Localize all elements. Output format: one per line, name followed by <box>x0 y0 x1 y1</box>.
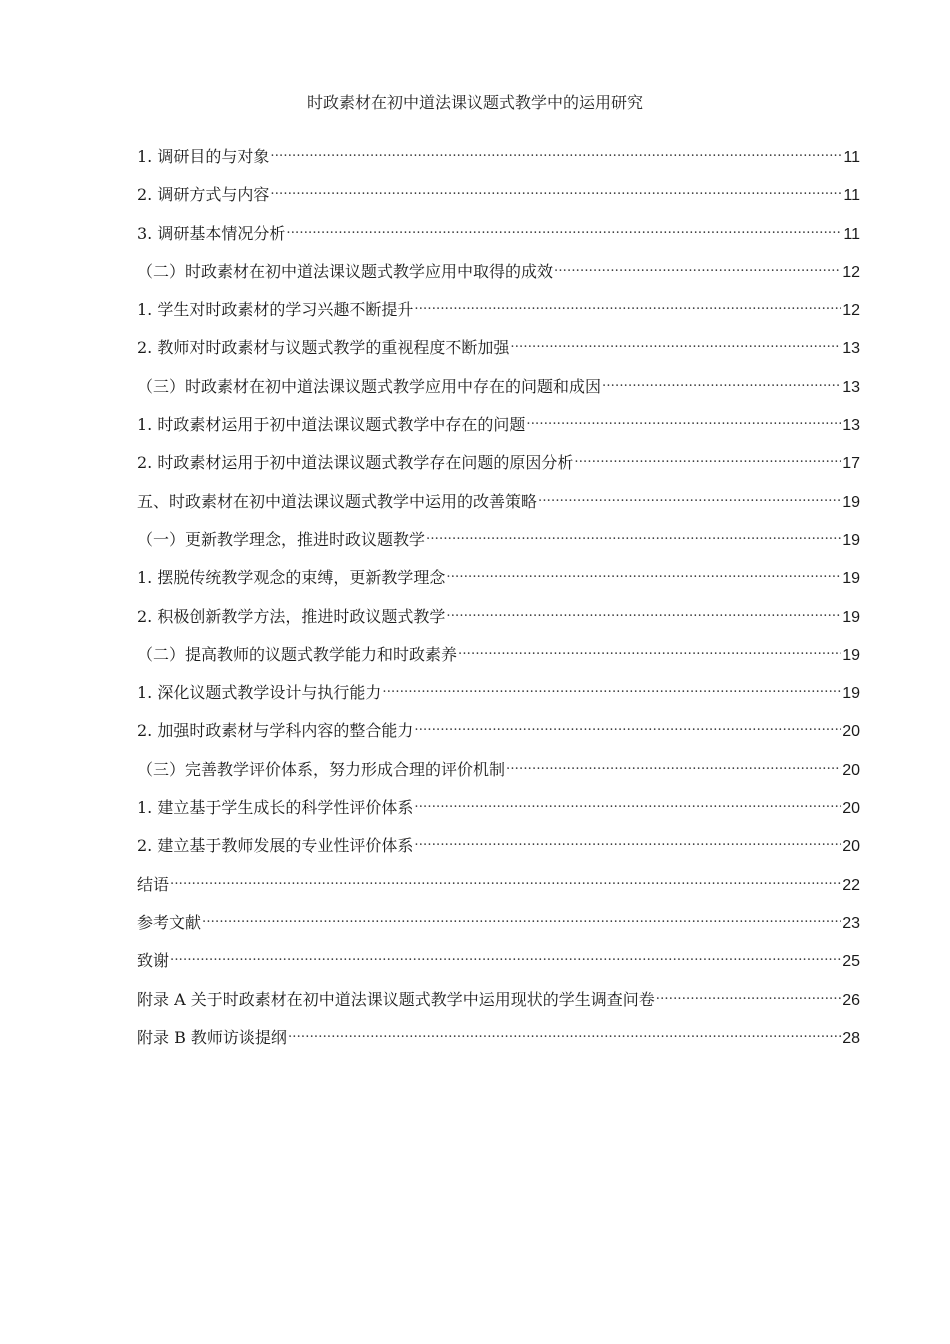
toc-entry[interactable] <box>137 176 860 214</box>
toc-entry-label: （二）提高教师的议题式教学能力和时政素养 <box>137 644 458 664</box>
toc-page-number: 19 <box>842 646 860 664</box>
toc-dot-leader <box>414 291 841 315</box>
toc-entry[interactable] <box>137 981 860 1019</box>
toc-entry[interactable] <box>137 598 860 636</box>
toc-entry-label: 参考文献 <box>137 912 202 932</box>
toc-entry[interactable] <box>137 215 860 253</box>
toc-dot-leader <box>286 215 841 239</box>
toc-page-number: 19 <box>842 685 860 703</box>
toc-dot-leader <box>446 598 841 622</box>
toc-dot-leader <box>458 636 841 660</box>
toc-dot-leader <box>202 904 841 928</box>
toc-entry-label: （二）时政素材在初中道法课议题式教学应用中取得的成效 <box>137 261 554 281</box>
toc-entry[interactable] <box>137 866 860 904</box>
toc-page-number: 13 <box>842 378 860 396</box>
toc-page-number: 19 <box>842 493 860 511</box>
toc-page-number: 17 <box>842 455 860 473</box>
toc-dot-leader <box>574 444 841 468</box>
toc-dot-leader <box>446 559 841 583</box>
toc-dot-leader <box>270 176 841 200</box>
toc-page-number: 19 <box>842 608 860 626</box>
toc-entry-label: 附录 B 教师访谈提纲 <box>137 1027 287 1047</box>
toc-page-number: 20 <box>842 800 860 818</box>
toc-entry-label: 2. 积极创新教学方法，推进时政议题式教学 <box>137 606 446 626</box>
toc-entry[interactable] <box>137 444 860 482</box>
toc-entry[interactable] <box>137 521 860 559</box>
toc-entry-label: （三）时政素材在初中道法课议题式教学应用中存在的问题和成因 <box>137 376 602 396</box>
toc-page-number: 11 <box>843 187 860 205</box>
toc-page-number: 20 <box>842 761 860 779</box>
toc-dot-leader <box>506 751 841 775</box>
toc-page-number: 20 <box>842 838 860 856</box>
toc-page-number: 22 <box>842 876 860 894</box>
toc-entry[interactable] <box>137 406 860 444</box>
toc-entry[interactable] <box>137 329 860 367</box>
toc-dot-leader <box>270 138 841 162</box>
toc-entry[interactable] <box>137 368 860 406</box>
toc-entry-label: 2. 加强时政素材与学科内容的整合能力 <box>137 721 414 741</box>
toc-entry[interactable] <box>137 291 860 329</box>
toc-entry-label: 1. 时政素材运用于初中道法课议题式教学中存在的问题 <box>137 415 526 435</box>
toc-entry[interactable] <box>137 138 860 176</box>
toc-entry-label: 1. 深化议题式教学设计与执行能力 <box>137 683 382 703</box>
toc-dot-leader <box>170 866 841 890</box>
toc-entry[interactable] <box>137 904 860 942</box>
toc-page-number: 12 <box>842 302 860 320</box>
toc-page-number: 23 <box>842 914 860 932</box>
toc-page-number: 26 <box>842 991 860 1009</box>
toc-entry-label: 2. 调研方式与内容 <box>137 185 270 205</box>
toc-dot-leader <box>170 942 841 966</box>
toc-page-number: 13 <box>842 417 860 435</box>
toc-dot-leader <box>554 253 841 277</box>
toc-entry[interactable] <box>137 712 860 750</box>
toc-page-number: 28 <box>842 1029 860 1047</box>
toc-page-number: 19 <box>842 531 860 549</box>
toc-dot-leader <box>414 712 841 736</box>
toc-entry-label: 1. 调研目的与对象 <box>137 147 270 166</box>
toc-dot-leader <box>414 789 841 813</box>
toc-entry[interactable] <box>137 559 860 597</box>
toc-dot-leader <box>426 521 841 545</box>
toc-entry[interactable] <box>137 789 860 827</box>
toc-dot-leader <box>288 1019 841 1043</box>
toc-entry-label: （一）更新教学理念，推进时政议题教学 <box>137 529 426 549</box>
toc-dot-leader <box>602 368 841 392</box>
toc-entry-label: 1. 摆脱传统教学观念的束缚，更新教学理念 <box>137 568 446 588</box>
toc-page-number: 19 <box>842 570 860 588</box>
toc-entry-label: 五、时政素材在初中道法课议题式教学中运用的改善策略 <box>137 491 538 511</box>
toc-page-number: 25 <box>842 953 860 971</box>
toc-entry-label: 致谢 <box>137 951 170 971</box>
toc-entry-label: 附录 A 关于时政素材在初中道法课议题式教学中运用现状的学生调查问卷 <box>137 989 655 1009</box>
toc-dot-leader <box>382 674 841 698</box>
toc-dot-leader <box>526 406 841 430</box>
toc-page-number: 11 <box>843 149 860 166</box>
toc-entry[interactable] <box>137 483 860 521</box>
toc-entry-label: 1. 学生对时政素材的学习兴趣不断提升 <box>137 300 414 320</box>
toc-entry[interactable] <box>137 827 860 865</box>
toc-page-number: 11 <box>843 225 860 243</box>
toc-page-number: 13 <box>842 340 860 358</box>
toc-dot-leader <box>414 827 841 851</box>
toc-page-number: 20 <box>842 723 860 741</box>
toc-entry-label: 2. 教师对时政素材与议题式教学的重视程度不断加强 <box>137 338 510 358</box>
toc-dot-leader <box>656 981 841 1005</box>
toc-page-number: 12 <box>842 263 860 281</box>
toc-entry[interactable] <box>137 942 860 980</box>
toc-entry-label: 1. 建立基于学生成长的科学性评价体系 <box>137 798 414 818</box>
toc-entry[interactable] <box>137 253 860 291</box>
toc-entry-label: 结语 <box>137 874 170 894</box>
page-header-title: 时政素材在初中道法课议题式教学中的运用研究 <box>306 93 643 112</box>
toc-entry-label: （三）完善教学评价体系，努力形成合理的评价机制 <box>137 759 506 779</box>
toc-dot-leader <box>510 329 841 353</box>
toc-entry[interactable] <box>137 1019 860 1057</box>
toc-entry[interactable] <box>137 636 860 674</box>
toc-entry-label: 2. 建立基于教师发展的专业性评价体系 <box>137 836 414 856</box>
toc-entry[interactable] <box>137 674 860 712</box>
toc-entry-label: 3. 调研基本情况分析 <box>137 223 286 243</box>
toc-entry-label: 2. 时政素材运用于初中道法课议题式教学存在问题的原因分析 <box>137 453 574 473</box>
table-of-contents <box>137 138 860 1057</box>
toc-dot-leader <box>538 483 841 507</box>
toc-entry[interactable] <box>137 751 860 789</box>
